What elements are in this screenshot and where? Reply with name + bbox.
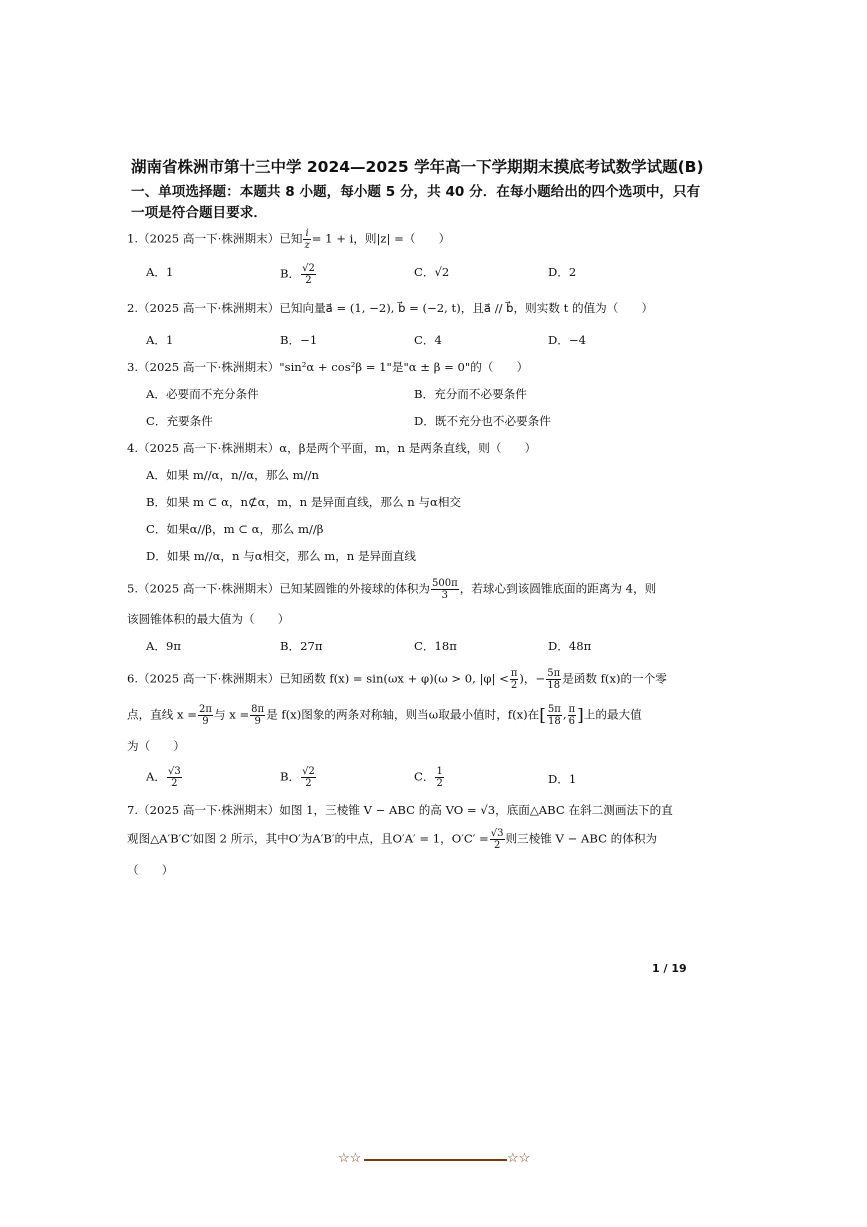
q5-option-c: C．18π xyxy=(414,639,457,653)
q6-option-d: D．1 xyxy=(548,772,577,786)
q4-option-b: B．如果 m ⊂ α，n⊄α，m，n 是异面直线，那么 n 与α相交 xyxy=(146,495,462,509)
q1-option-c: C．√2 xyxy=(414,265,450,279)
q2-option-c: C．4 xyxy=(414,333,442,347)
footer-ornament xyxy=(338,1151,533,1169)
page-number: 1 / 19 xyxy=(652,962,687,975)
question-2: 2.（2025 高一下·株洲期末）已知向量a⃗ = (1, −2), b⃗ = (−2, t)，且a⃗ // b⃗，则实数 t 的值为（ ） xyxy=(127,301,654,315)
section-heading: 一、单项选择题：本题共 8 小题，每小题 5 分，共 40 分．在每小题给出的四个选项中，只有一项是符合题目要求． xyxy=(131,184,701,221)
footer-rule xyxy=(364,1159,507,1161)
q4-option-a: A．如果 m//α，n//α，那么 m//n xyxy=(146,468,319,482)
question-6: 6.（2025 高一下·株洲期末）已知函数 f(x) = sin(ωx + φ)(ω > 0, |φ| < $\frac{\pi}{2}$ )，− $\frac{5\pi}{18}$ 是函数 f(x)的一个零 xyxy=(127,668,667,691)
q2-option-a: A．1 xyxy=(146,333,174,347)
q5-option-b: B．27π xyxy=(280,639,323,653)
question-7-line-3: （ ） xyxy=(127,863,174,877)
question-7: 7.（2025 高一下·株洲期末）如图 1，三棱锥 V − ABC 的高 VO = √3，底面△ABC 在斜二测画法下的直 xyxy=(127,803,673,817)
q1-option-d: D．2 xyxy=(548,265,577,279)
q3-option-c: C．充要条件 xyxy=(146,414,213,428)
q5-option-a: A．9π xyxy=(146,639,181,653)
q3-option-d: D．既不充分也不必要条件 xyxy=(414,414,551,428)
q2-option-d: D．−4 xyxy=(548,333,586,347)
q4-option-d: D．如果 m//α，n 与α相交，那么 m，n 是异面直线 xyxy=(146,549,416,563)
question-4: 4.（2025 高一下·株洲期末）α，β是两个平面，m，n 是两条直线，则（ ） xyxy=(127,441,537,455)
document-title: 湖南省株洲市第十三中学 2024—2025 学年高一下学期期末摸底考试数学试题(B) xyxy=(131,158,704,176)
question-1: 1.（2025 高一下·株洲期末）已知 $\frac{i}{z}$ = 1 + i，则|z| =（ ） xyxy=(127,228,451,251)
q5-option-d: D．48π xyxy=(548,639,592,653)
q6-option-b: B． $\frac{√2}{2}$ xyxy=(280,766,315,789)
q4-option-c: C．如果α//β，m ⊂ α，那么 m//β xyxy=(146,522,324,536)
star-icon: ☆☆ xyxy=(507,1151,531,1166)
question-5: 5.（2025 高一下·株洲期末）已知某圆锥的外接球的体积为 $\frac{500\pi}{3}$ ，若球心到该圆锥底面的距离为 4，则 xyxy=(127,578,657,601)
q1-option-a: A．1 xyxy=(146,265,174,279)
q3-option-a: A．必要而不充分条件 xyxy=(146,387,259,401)
question-6-line-2: 点，直线 x = $\frac{2\pi}{9}$ 与 x = $\frac{8\pi}{9}$ 是 f(x)图象的两条对称轴，则当ω取最小值时，f(x)在[ $\frac{5\pi}{18}$ , $\frac{\pi}{6}$ ]上的最大值 xyxy=(127,704,642,727)
star-icon: ☆☆ xyxy=(338,1151,362,1166)
question-5-line-2: 该圆锥体积的最大值为（ ） xyxy=(127,612,290,626)
q3-option-b: B．充分而不必要条件 xyxy=(414,387,527,401)
q6-option-a: A． $\frac{√3}{2}$ xyxy=(146,766,181,789)
question-3: 3.（2025 高一下·株洲期末）"sin²α + cos²β = 1"是"α ± β = 0"的（ ） xyxy=(127,360,529,374)
q2-option-b: B．−1 xyxy=(280,333,318,347)
q6-option-c: C． $\frac{1}{2}$ xyxy=(414,766,443,789)
question-7-line-2: 观图△A′B′C′如图 2 所示，其中O′为A′B′的中点，且O′A′ = 1，O′C′ = $\frac{√3}{2}$ 则三棱锥 V − ABC 的体积为 xyxy=(127,828,658,851)
question-6-line-3: 为（ ） xyxy=(127,739,185,753)
q1-option-b: B． $\frac{√2}{2}$ xyxy=(280,263,315,286)
